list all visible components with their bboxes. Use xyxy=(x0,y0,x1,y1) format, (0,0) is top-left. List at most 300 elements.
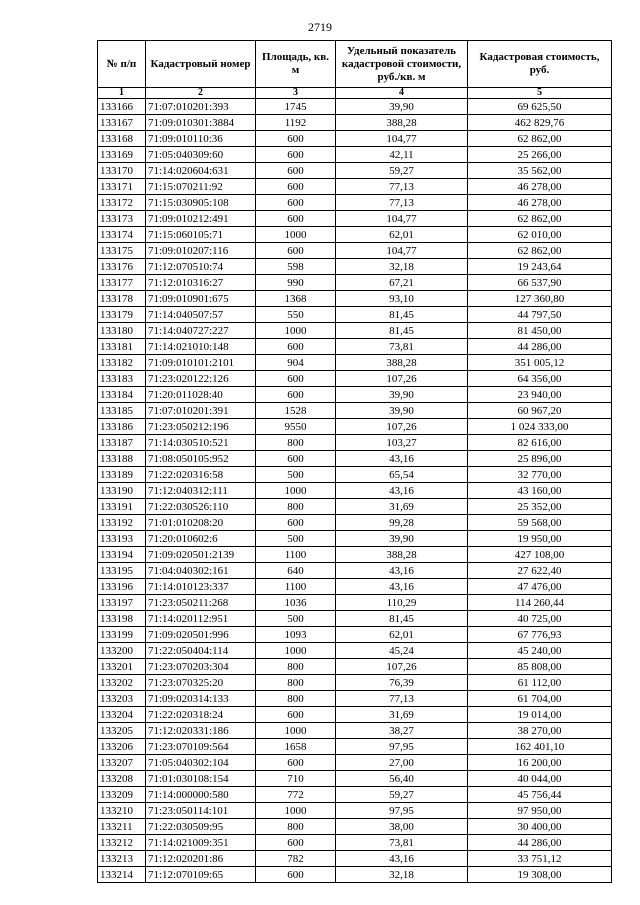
cell-cadastral-number: 71:12:020201:86 xyxy=(146,851,256,867)
cell-unit-value: 77,13 xyxy=(336,195,468,211)
cell-row-number: 133170 xyxy=(98,163,146,179)
cell-unit-value: 73,81 xyxy=(336,339,468,355)
cell-cadastral-value: 44 797,50 xyxy=(468,307,612,323)
header-area: Площадь, кв. м xyxy=(256,41,336,88)
cell-unit-value: 31,69 xyxy=(336,499,468,515)
cell-row-number: 133200 xyxy=(98,643,146,659)
cell-unit-value: 31,69 xyxy=(336,707,468,723)
cell-cadastral-value: 462 829,76 xyxy=(468,115,612,131)
cell-cadastral-number: 71:14:040727:227 xyxy=(146,323,256,339)
cell-unit-value: 62,01 xyxy=(336,627,468,643)
cell-area: 1658 xyxy=(256,739,336,755)
cell-unit-value: 38,00 xyxy=(336,819,468,835)
cell-area: 1000 xyxy=(256,227,336,243)
table-row xyxy=(98,867,612,883)
cell-row-number: 133204 xyxy=(98,707,146,723)
cell-cadastral-number: 71:08:050105:952 xyxy=(146,451,256,467)
cell-row-number: 133168 xyxy=(98,131,146,147)
cell-unit-value: 56,40 xyxy=(336,771,468,787)
cell-area: 600 xyxy=(256,387,336,403)
cell-cadastral-value: 19 950,00 xyxy=(468,531,612,547)
cell-cadastral-number: 71:14:020604:631 xyxy=(146,163,256,179)
cell-unit-value: 107,26 xyxy=(336,419,468,435)
cell-cadastral-value: 44 286,00 xyxy=(468,339,612,355)
cell-cadastral-number: 71:01:010208:20 xyxy=(146,515,256,531)
header-row xyxy=(98,41,612,88)
cell-cadastral-value: 1 024 333,00 xyxy=(468,419,612,435)
cell-row-number: 133181 xyxy=(98,339,146,355)
cell-row-number: 133196 xyxy=(98,579,146,595)
cell-cadastral-value: 64 356,00 xyxy=(468,371,612,387)
cell-cadastral-value: 30 400,00 xyxy=(468,819,612,835)
cell-row-number: 133167 xyxy=(98,115,146,131)
cell-cadastral-number: 71:23:070325:20 xyxy=(146,675,256,691)
table-row xyxy=(98,307,612,323)
cell-area: 772 xyxy=(256,787,336,803)
cell-area: 782 xyxy=(256,851,336,867)
table-row xyxy=(98,579,612,595)
cell-area: 598 xyxy=(256,259,336,275)
cell-cadastral-value: 25 352,00 xyxy=(468,499,612,515)
cell-row-number: 133190 xyxy=(98,483,146,499)
table-row xyxy=(98,531,612,547)
table-row xyxy=(98,131,612,147)
cell-area: 1000 xyxy=(256,323,336,339)
table-row xyxy=(98,643,612,659)
table-row xyxy=(98,691,612,707)
cell-area: 710 xyxy=(256,771,336,787)
cell-cadastral-number: 71:12:040312:111 xyxy=(146,483,256,499)
cell-unit-value: 62,01 xyxy=(336,227,468,243)
cell-row-number: 133177 xyxy=(98,275,146,291)
table-row xyxy=(98,803,612,819)
column-number: 3 xyxy=(256,88,336,99)
table-row xyxy=(98,259,612,275)
cell-cadastral-number: 71:07:010201:393 xyxy=(146,99,256,115)
header-unit-value: Удельный показатель кадастровой стоимости, руб./кв. м xyxy=(336,41,468,88)
header-cadastral-number: Кадастровый номер xyxy=(146,41,256,88)
cell-area: 600 xyxy=(256,371,336,387)
cell-cadastral-number: 71:23:050114:101 xyxy=(146,803,256,819)
cell-cadastral-value: 62 862,00 xyxy=(468,243,612,259)
table-row xyxy=(98,515,612,531)
table-row xyxy=(98,195,612,211)
cell-row-number: 133195 xyxy=(98,563,146,579)
cell-cadastral-value: 66 537,90 xyxy=(468,275,612,291)
cell-row-number: 133174 xyxy=(98,227,146,243)
table-row xyxy=(98,339,612,355)
cell-cadastral-number: 71:04:040302:161 xyxy=(146,563,256,579)
table-row xyxy=(98,547,612,563)
table-row xyxy=(98,147,612,163)
table-row xyxy=(98,707,612,723)
cell-unit-value: 77,13 xyxy=(336,691,468,707)
cell-cadastral-number: 71:23:050211:268 xyxy=(146,595,256,611)
cell-area: 1000 xyxy=(256,723,336,739)
cell-row-number: 133208 xyxy=(98,771,146,787)
cell-cadastral-number: 71:05:040309:60 xyxy=(146,147,256,163)
cell-unit-value: 65,54 xyxy=(336,467,468,483)
cell-area: 1100 xyxy=(256,579,336,595)
table-row xyxy=(98,499,612,515)
cell-unit-value: 104,77 xyxy=(336,211,468,227)
table-row xyxy=(98,739,612,755)
cell-cadastral-value: 19 014,00 xyxy=(468,707,612,723)
table-row xyxy=(98,387,612,403)
table-row xyxy=(98,563,612,579)
header-row-number: № п/п xyxy=(98,41,146,88)
cell-cadastral-value: 44 286,00 xyxy=(468,835,612,851)
cell-row-number: 133213 xyxy=(98,851,146,867)
cell-area: 1093 xyxy=(256,627,336,643)
cell-cadastral-value: 62 862,00 xyxy=(468,131,612,147)
cell-cadastral-value: 19 308,00 xyxy=(468,867,612,883)
cell-cadastral-number: 71:09:020501:996 xyxy=(146,627,256,643)
table-row xyxy=(98,275,612,291)
cell-row-number: 133192 xyxy=(98,515,146,531)
cell-unit-value: 43,16 xyxy=(336,483,468,499)
cell-area: 600 xyxy=(256,451,336,467)
cell-cadastral-number: 71:09:010301:3884 xyxy=(146,115,256,131)
cell-area: 600 xyxy=(256,163,336,179)
cell-row-number: 133186 xyxy=(98,419,146,435)
cell-unit-value: 76,39 xyxy=(336,675,468,691)
table-row xyxy=(98,323,612,339)
table-row xyxy=(98,419,612,435)
cell-cadastral-value: 32 770,00 xyxy=(468,467,612,483)
cell-unit-value: 59,27 xyxy=(336,787,468,803)
cell-area: 640 xyxy=(256,563,336,579)
cell-cadastral-number: 71:09:010110:36 xyxy=(146,131,256,147)
cell-cadastral-number: 71:14:021010:148 xyxy=(146,339,256,355)
cell-cadastral-number: 71:22:050404:114 xyxy=(146,643,256,659)
cell-row-number: 133191 xyxy=(98,499,146,515)
cell-unit-value: 97,95 xyxy=(336,739,468,755)
table-row xyxy=(98,211,612,227)
cell-cadastral-value: 38 270,00 xyxy=(468,723,612,739)
cell-area: 500 xyxy=(256,467,336,483)
cell-cadastral-value: 85 808,00 xyxy=(468,659,612,675)
table-row xyxy=(98,787,612,803)
cell-area: 600 xyxy=(256,195,336,211)
table-row xyxy=(98,755,612,771)
column-number-row xyxy=(98,88,612,99)
cell-cadastral-value: 25 266,00 xyxy=(468,147,612,163)
table-row xyxy=(98,403,612,419)
cell-cadastral-value: 351 005,12 xyxy=(468,355,612,371)
cell-row-number: 133175 xyxy=(98,243,146,259)
cell-area: 1036 xyxy=(256,595,336,611)
cell-row-number: 133176 xyxy=(98,259,146,275)
cell-cadastral-number: 71:09:010212:491 xyxy=(146,211,256,227)
cell-cadastral-value: 25 896,00 xyxy=(468,451,612,467)
cell-area: 800 xyxy=(256,499,336,515)
cell-area: 1100 xyxy=(256,547,336,563)
cell-cadastral-number: 71:20:011028:40 xyxy=(146,387,256,403)
cell-area: 800 xyxy=(256,435,336,451)
cell-area: 1368 xyxy=(256,291,336,307)
cell-cadastral-number: 71:23:020122:126 xyxy=(146,371,256,387)
cell-unit-value: 104,77 xyxy=(336,131,468,147)
table-body xyxy=(98,99,612,883)
table-row xyxy=(98,99,612,115)
cell-unit-value: 81,45 xyxy=(336,307,468,323)
cell-cadastral-number: 71:09:010207:116 xyxy=(146,243,256,259)
table-row xyxy=(98,371,612,387)
cell-row-number: 133178 xyxy=(98,291,146,307)
cell-row-number: 133211 xyxy=(98,819,146,835)
cell-unit-value: 42,11 xyxy=(336,147,468,163)
cell-row-number: 133193 xyxy=(98,531,146,547)
cell-unit-value: 43,16 xyxy=(336,851,468,867)
cell-row-number: 133171 xyxy=(98,179,146,195)
cell-unit-value: 103,27 xyxy=(336,435,468,451)
cell-area: 9550 xyxy=(256,419,336,435)
cell-area: 600 xyxy=(256,211,336,227)
cell-area: 904 xyxy=(256,355,336,371)
cell-row-number: 133197 xyxy=(98,595,146,611)
cell-unit-value: 107,26 xyxy=(336,371,468,387)
cell-area: 1000 xyxy=(256,643,336,659)
cell-cadastral-value: 61 112,00 xyxy=(468,675,612,691)
cell-cadastral-value: 45 756,44 xyxy=(468,787,612,803)
cell-area: 1528 xyxy=(256,403,336,419)
cell-unit-value: 93,10 xyxy=(336,291,468,307)
cell-unit-value: 59,27 xyxy=(336,163,468,179)
table-row xyxy=(98,611,612,627)
table-row xyxy=(98,659,612,675)
cell-row-number: 133203 xyxy=(98,691,146,707)
cell-cadastral-number: 71:14:020112:951 xyxy=(146,611,256,627)
cell-cadastral-value: 35 562,00 xyxy=(468,163,612,179)
cell-row-number: 133210 xyxy=(98,803,146,819)
cell-unit-value: 43,16 xyxy=(336,563,468,579)
cell-cadastral-number: 71:22:030526:110 xyxy=(146,499,256,515)
cell-cadastral-value: 46 278,00 xyxy=(468,195,612,211)
cell-area: 600 xyxy=(256,707,336,723)
cell-area: 600 xyxy=(256,835,336,851)
cell-cadastral-value: 59 568,00 xyxy=(468,515,612,531)
cell-area: 600 xyxy=(256,867,336,883)
table-row xyxy=(98,595,612,611)
table-row xyxy=(98,819,612,835)
cell-cadastral-number: 71:12:010316:27 xyxy=(146,275,256,291)
table-row xyxy=(98,483,612,499)
cell-row-number: 133185 xyxy=(98,403,146,419)
cell-unit-value: 67,21 xyxy=(336,275,468,291)
table-row xyxy=(98,435,612,451)
table-row xyxy=(98,179,612,195)
table-row xyxy=(98,723,612,739)
column-number: 4 xyxy=(336,88,468,99)
table-row xyxy=(98,115,612,131)
cell-unit-value: 38,27 xyxy=(336,723,468,739)
cell-unit-value: 39,90 xyxy=(336,531,468,547)
column-number: 5 xyxy=(468,88,612,99)
cell-row-number: 133198 xyxy=(98,611,146,627)
cell-cadastral-value: 62 010,00 xyxy=(468,227,612,243)
cell-cadastral-value: 27 622,40 xyxy=(468,563,612,579)
cell-row-number: 133199 xyxy=(98,627,146,643)
cell-cadastral-value: 60 967,20 xyxy=(468,403,612,419)
cell-cadastral-value: 19 243,64 xyxy=(468,259,612,275)
cell-row-number: 133169 xyxy=(98,147,146,163)
cell-unit-value: 73,81 xyxy=(336,835,468,851)
cell-row-number: 133180 xyxy=(98,323,146,339)
cell-unit-value: 77,13 xyxy=(336,179,468,195)
cell-cadastral-number: 71:23:070203:304 xyxy=(146,659,256,675)
cell-cadastral-number: 71:09:010101:2101 xyxy=(146,355,256,371)
cell-area: 600 xyxy=(256,131,336,147)
cell-area: 800 xyxy=(256,659,336,675)
cell-area: 800 xyxy=(256,691,336,707)
cell-row-number: 133209 xyxy=(98,787,146,803)
cell-area: 600 xyxy=(256,339,336,355)
cell-row-number: 133173 xyxy=(98,211,146,227)
cell-cadastral-value: 40 725,00 xyxy=(468,611,612,627)
cell-area: 990 xyxy=(256,275,336,291)
cell-unit-value: 39,90 xyxy=(336,387,468,403)
cell-cadastral-value: 23 940,00 xyxy=(468,387,612,403)
cell-row-number: 133202 xyxy=(98,675,146,691)
cell-cadastral-number: 71:14:030510:521 xyxy=(146,435,256,451)
cell-unit-value: 43,16 xyxy=(336,579,468,595)
cell-row-number: 133207 xyxy=(98,755,146,771)
cell-cadastral-number: 71:14:000000:580 xyxy=(146,787,256,803)
cell-cadastral-number: 71:23:070109:564 xyxy=(146,739,256,755)
cell-cadastral-number: 71:12:020331:186 xyxy=(146,723,256,739)
cell-cadastral-number: 71:15:030905:108 xyxy=(146,195,256,211)
cell-cadastral-number: 71:22:020316:58 xyxy=(146,467,256,483)
cell-cadastral-number: 71:14:010123:337 xyxy=(146,579,256,595)
cell-unit-value: 45,24 xyxy=(336,643,468,659)
cell-area: 1000 xyxy=(256,483,336,499)
cell-area: 1745 xyxy=(256,99,336,115)
cell-row-number: 133194 xyxy=(98,547,146,563)
cell-cadastral-value: 16 200,00 xyxy=(468,755,612,771)
cell-unit-value: 81,45 xyxy=(336,323,468,339)
cell-row-number: 133188 xyxy=(98,451,146,467)
cell-cadastral-value: 81 450,00 xyxy=(468,323,612,339)
table-row xyxy=(98,627,612,643)
cell-cadastral-value: 69 625,50 xyxy=(468,99,612,115)
cell-cadastral-number: 71:14:021009:351 xyxy=(146,835,256,851)
cell-area: 800 xyxy=(256,819,336,835)
cell-unit-value: 43,16 xyxy=(336,451,468,467)
cell-cadastral-number: 71:15:060105:71 xyxy=(146,227,256,243)
column-number: 1 xyxy=(98,88,146,99)
cell-unit-value: 110,29 xyxy=(336,595,468,611)
cell-unit-value: 388,28 xyxy=(336,547,468,563)
cell-unit-value: 97,95 xyxy=(336,803,468,819)
cell-row-number: 133166 xyxy=(98,99,146,115)
cell-cadastral-value: 47 476,00 xyxy=(468,579,612,595)
cell-area: 600 xyxy=(256,515,336,531)
cell-row-number: 133214 xyxy=(98,867,146,883)
cell-cadastral-value: 82 616,00 xyxy=(468,435,612,451)
cell-unit-value: 27,00 xyxy=(336,755,468,771)
cell-row-number: 133183 xyxy=(98,371,146,387)
cell-area: 600 xyxy=(256,755,336,771)
cell-cadastral-value: 127 360,80 xyxy=(468,291,612,307)
cell-area: 600 xyxy=(256,243,336,259)
cell-cadastral-value: 162 401,10 xyxy=(468,739,612,755)
cell-cadastral-value: 67 776,93 xyxy=(468,627,612,643)
cell-area: 600 xyxy=(256,147,336,163)
table-row xyxy=(98,675,612,691)
table-row xyxy=(98,451,612,467)
cell-unit-value: 388,28 xyxy=(336,355,468,371)
cell-cadastral-number: 71:12:070109:65 xyxy=(146,867,256,883)
cell-cadastral-value: 62 862,00 xyxy=(468,211,612,227)
cell-cadastral-value: 114 260,44 xyxy=(468,595,612,611)
cell-area: 500 xyxy=(256,611,336,627)
cell-cadastral-number: 71:23:050212:196 xyxy=(146,419,256,435)
cell-row-number: 133206 xyxy=(98,739,146,755)
table-row xyxy=(98,835,612,851)
cell-area: 600 xyxy=(256,179,336,195)
cell-cadastral-number: 71:01:030108:154 xyxy=(146,771,256,787)
cell-row-number: 133184 xyxy=(98,387,146,403)
cell-area: 800 xyxy=(256,675,336,691)
cell-unit-value: 32,18 xyxy=(336,259,468,275)
cell-cadastral-value: 427 108,00 xyxy=(468,547,612,563)
cell-cadastral-number: 71:09:020501:2139 xyxy=(146,547,256,563)
cell-row-number: 133205 xyxy=(98,723,146,739)
cell-cadastral-value: 45 240,00 xyxy=(468,643,612,659)
table-row xyxy=(98,243,612,259)
cell-cadastral-value: 46 278,00 xyxy=(468,179,612,195)
column-number: 2 xyxy=(146,88,256,99)
cell-row-number: 133179 xyxy=(98,307,146,323)
cell-unit-value: 81,45 xyxy=(336,611,468,627)
table-row xyxy=(98,227,612,243)
page-number: 2719 xyxy=(308,20,332,34)
cell-cadastral-number: 71:15:070211:92 xyxy=(146,179,256,195)
cell-row-number: 133201 xyxy=(98,659,146,675)
cell-area: 1192 xyxy=(256,115,336,131)
cell-cadastral-number: 71:22:020318:24 xyxy=(146,707,256,723)
cell-cadastral-number: 71:07:010201:391 xyxy=(146,403,256,419)
cell-area: 500 xyxy=(256,531,336,547)
cell-row-number: 133212 xyxy=(98,835,146,851)
cell-row-number: 133172 xyxy=(98,195,146,211)
cell-cadastral-number: 71:05:040302:104 xyxy=(146,755,256,771)
cell-unit-value: 107,26 xyxy=(336,659,468,675)
table-row xyxy=(98,355,612,371)
cell-row-number: 133187 xyxy=(98,435,146,451)
cadastral-value-table xyxy=(97,40,612,883)
cell-cadastral-value: 61 704,00 xyxy=(468,691,612,707)
table-row xyxy=(98,163,612,179)
cell-unit-value: 39,90 xyxy=(336,99,468,115)
cell-area: 1000 xyxy=(256,803,336,819)
cell-cadastral-number: 71:09:010901:675 xyxy=(146,291,256,307)
cell-cadastral-number: 71:20:010602:6 xyxy=(146,531,256,547)
table-row xyxy=(98,851,612,867)
header-cadastral-value: Кадастровая стоимость, руб. xyxy=(468,41,612,88)
cell-cadastral-value: 40 044,00 xyxy=(468,771,612,787)
cell-unit-value: 104,77 xyxy=(336,243,468,259)
cell-cadastral-number: 71:22:030509:95 xyxy=(146,819,256,835)
cell-cadastral-number: 71:14:040507:57 xyxy=(146,307,256,323)
cell-unit-value: 32,18 xyxy=(336,867,468,883)
cell-row-number: 133189 xyxy=(98,467,146,483)
cell-unit-value: 99,28 xyxy=(336,515,468,531)
table-row xyxy=(98,771,612,787)
cell-area: 550 xyxy=(256,307,336,323)
cell-cadastral-number: 71:12:070510:74 xyxy=(146,259,256,275)
